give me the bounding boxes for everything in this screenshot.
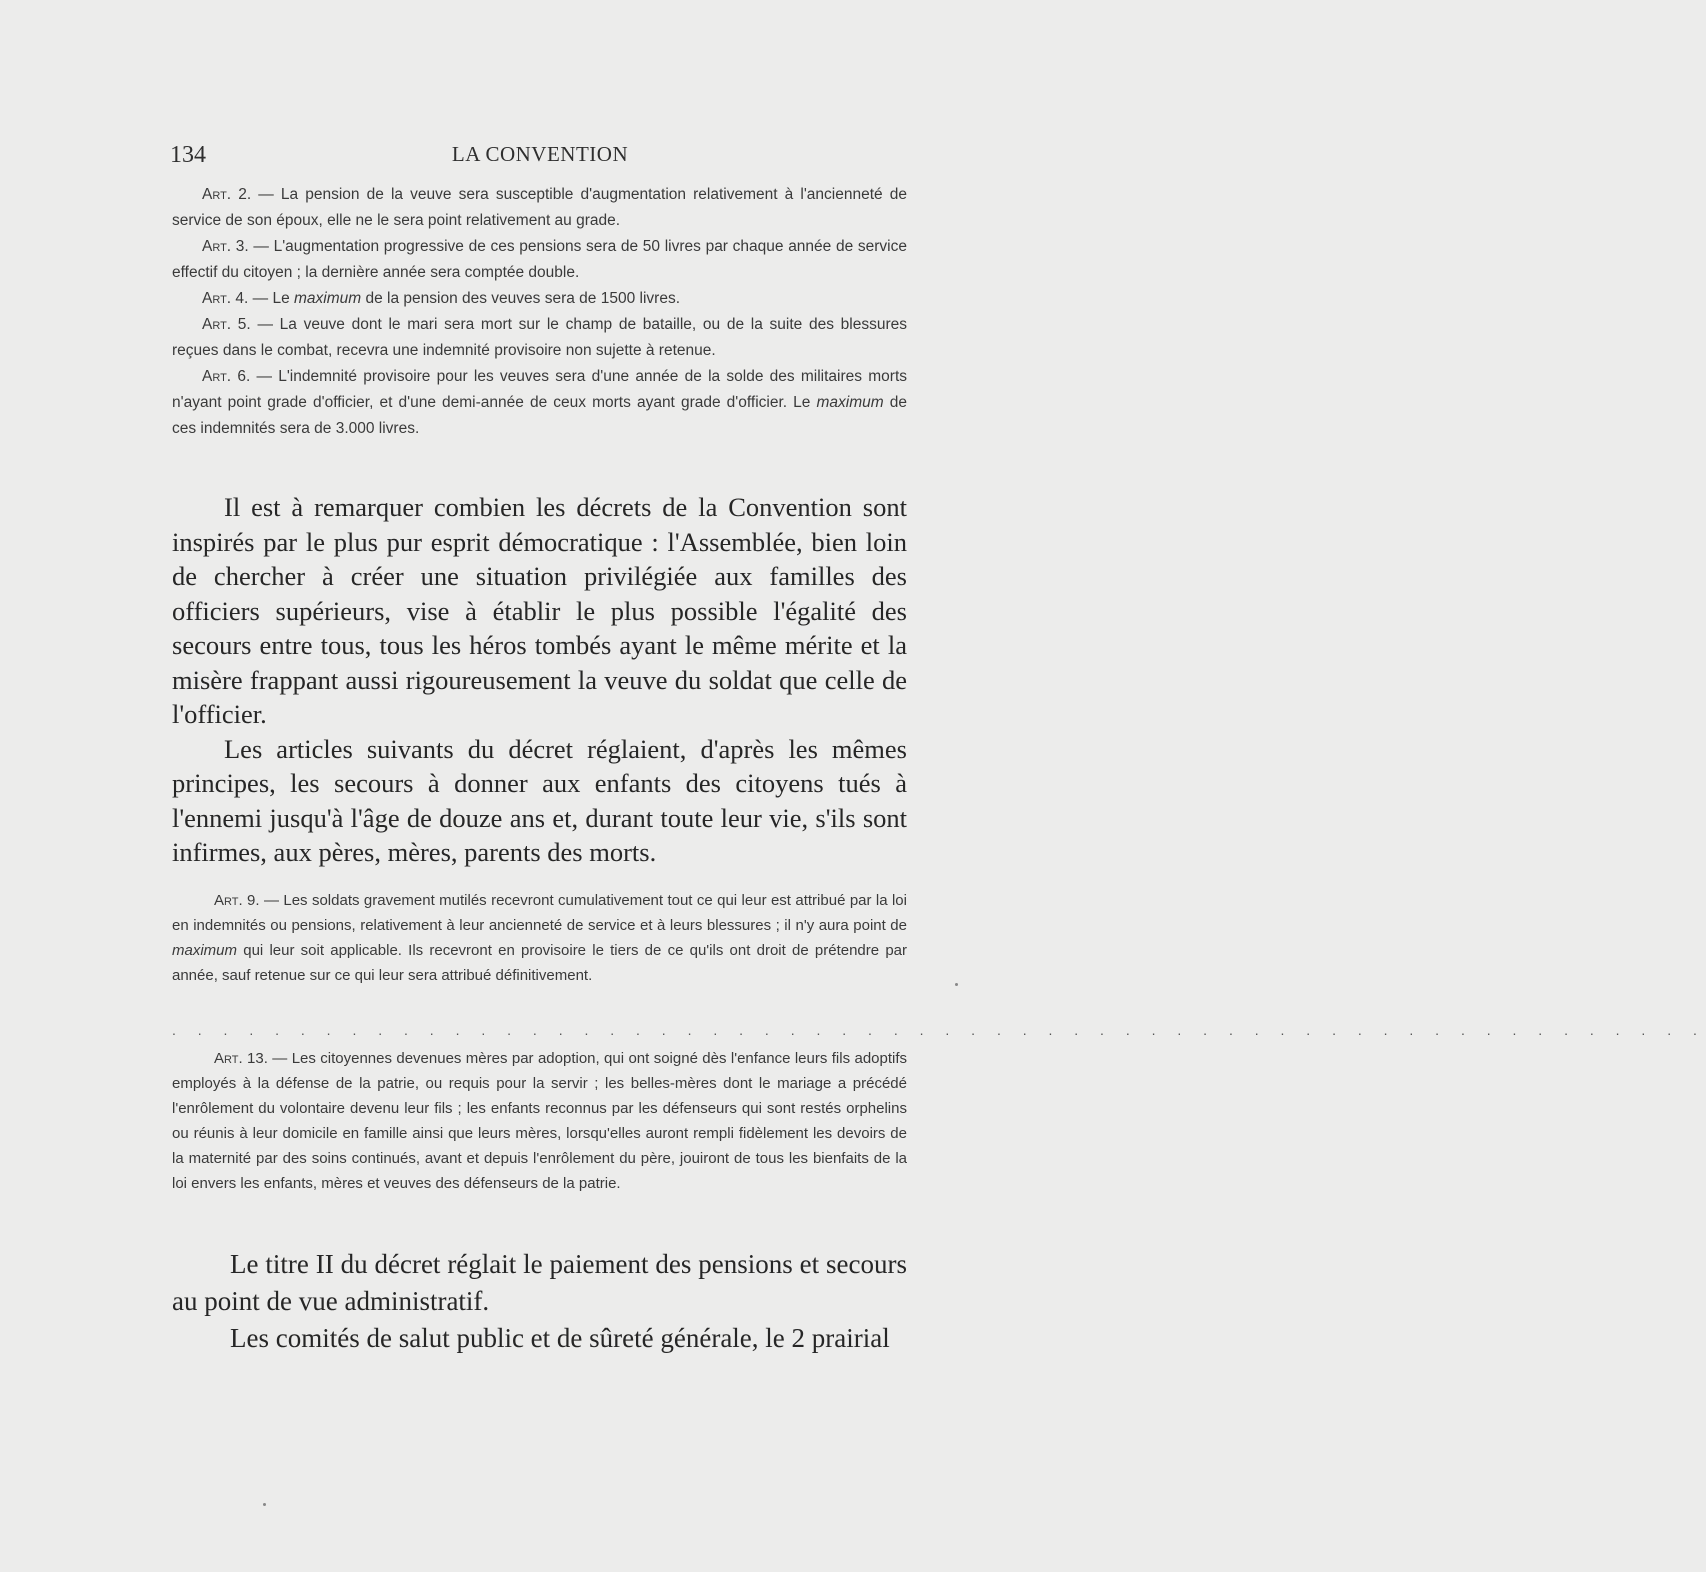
article-4: Art. 4. — Le maximum de la pension des veuves sera de 1500 livres.: [202, 290, 680, 307]
article-3: Art. 3. — L'augmentation progressive de ces pensions sera de 50 livres par chaque année de service effectif du citoyen ; la dernière année sera comptée double.: [172, 238, 907, 281]
article-2: Art. 2. — La pension de la veuve sera susceptible d'augmentation relativement à l'ancienneté de service de son époux, elle ne le sera point relativement au grade.: [172, 186, 908, 229]
page-number: 134: [170, 142, 206, 168]
paper-speck: [955, 983, 958, 986]
decree-articles-top: [172, 182, 907, 442]
running-title: LA CONVENTION: [451, 142, 629, 166]
body-paragraph: Il est à remarquer combien les décrets de la Convention sont inspirés par le plus pur esprit démocratique : l'Assemblée, bien loin de chercher à créer une situation privilégiée aux familles des officiers supérieurs, vise à établir le plus possible l'égalité des secours entre tous, tous les héros tombés ayant le même mérite et la misère frappant aussi rigoureusement la veuve du soldat que celle de l'officier.: [172, 492, 907, 729]
page-header: [170, 142, 910, 172]
article-5: Art. 5. — La veuve dont le mari sera mort sur le champ de bataille, ou de la suite des blessures reçues dans le combat, recevra une indemnité provisoire non sujette à retenue.: [172, 316, 907, 359]
body-paragraph: Les articles suivants du décret réglaient, d'après les mêmes principes, les secours à donner aux enfants des citoyens tués à l'ennemi jusqu'à l'âge de douze ans et, durant toute leur vie, s'ils sont infirmes, aux pères, mères, parents des morts.: [172, 733, 907, 867]
article-6: Art. 6. — L'indemnité provisoire pour les veuves sera d'une année de la solde des militaires morts n'ayant point grade d'officier, et d'une demi-année de ceux morts ayant grade d'officier. Le maximum de ces indemnités sera de 3.000 livres.: [172, 368, 908, 437]
body-text: [172, 490, 907, 870]
article-13-block: [172, 1046, 907, 1196]
ellipsis-divider: . . . . . . . . . . . . . . . . . . . . . . . . . . . . . . . . . . . . . . . . . . . . . . . . . . . . . . . . . . . .: [172, 1022, 1706, 1038]
article-9: Art. 9. — Les soldats gravement mutilés recevront cumulativement tout ce qui leur est attribué par la loi en indemnités ou pensions, relativement à leur ancienneté de service et à leurs blessures ; il n'y aura point de maximum qui leur soit applicable. Ils recevront en provisoire le tiers de ce qu'ils ont droit de prétendre par année, sauf retenue sur ce qui leur sera attribué définitivement.: [172, 892, 907, 984]
article-9-block: [172, 888, 907, 988]
article-13: Art. 13. — Les citoyennes devenues mères par adoption, qui ont soigné dès l'enfance leurs fils adoptifs employés à la défense de la patrie, ou requis pour la servir ; les belles-mères dont le mariage a précédé l'enrôlement du volontaire devenu leur fils ; les enfants reconnus par les défenseurs qui sont restés orphelins ou réunis à leur domicile en famille ainsi que leurs mères, lorsqu'elles auront rempli fidèlement les devoirs de la maternité par des soins continués, avant et depuis l'enrôlement du père, jouiront de tous les bienfaits de la loi envers les enfants, mères et veuves des défenseurs de la patrie.: [172, 1050, 908, 1192]
closing-paragraph: Le titre II du décret réglait le paiement des pensions et secours au point de vue administratif.: [172, 1249, 907, 1316]
closing-paragraph: Les comités de salut public et de sûreté générale, le 2 prairial: [230, 1323, 890, 1353]
paper-speck: [263, 1503, 266, 1506]
closing-text: [172, 1246, 907, 1357]
